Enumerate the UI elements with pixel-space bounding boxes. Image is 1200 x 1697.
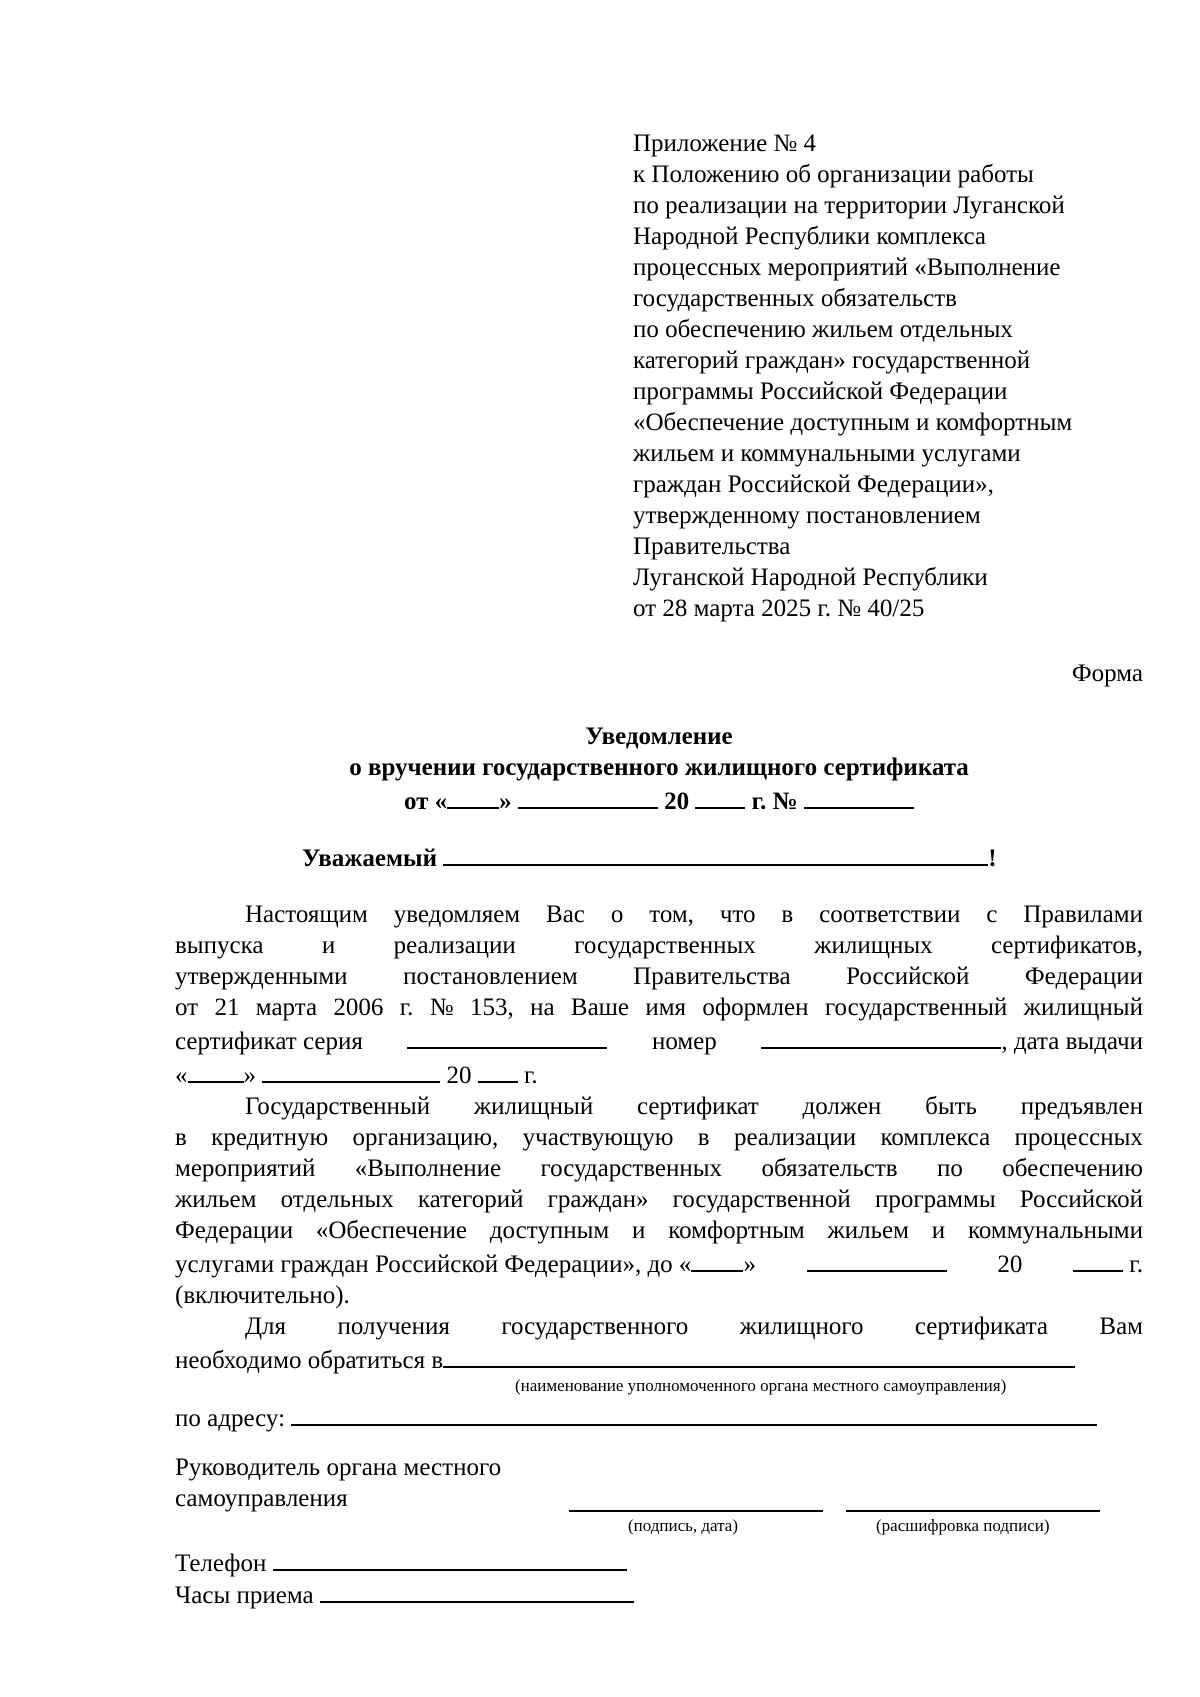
- issue-day-field[interactable]: [188, 1057, 244, 1083]
- p2-line-4: [175, 1184, 1143, 1215]
- annex-line: Луганской Народной Республики: [633, 564, 988, 591]
- word: государственного: [501, 1313, 689, 1340]
- p2-line-1: [175, 1091, 1143, 1122]
- word: г.: [399, 994, 414, 1021]
- word: предъявлен: [1020, 1093, 1143, 1120]
- hours-line: [175, 1577, 634, 1611]
- word: категорий: [417, 1186, 524, 1213]
- word: Федерации: [1024, 963, 1143, 990]
- issue-date-label: , дата выдачи: [1001, 1028, 1143, 1055]
- p3-line-1: [175, 1311, 1143, 1342]
- title-line-2: о вручении государственного жилищного сертификата: [349, 754, 969, 781]
- title-line-1: Уведомление: [585, 723, 733, 750]
- word: сертификата: [914, 1313, 1048, 1340]
- word: отдельных: [280, 1186, 394, 1213]
- word: программы: [874, 1186, 996, 1213]
- form-label: Форма: [1071, 660, 1143, 687]
- month-field[interactable]: [518, 783, 658, 809]
- certificate-series-field[interactable]: [407, 1023, 607, 1049]
- deadline-label: услугами граждан Российской Федерации», до «: [175, 1251, 692, 1278]
- word: от: [175, 994, 199, 1021]
- annex-line: категорий граждан» государственной: [633, 347, 1031, 374]
- word: на: [530, 994, 555, 1021]
- word: граждан»: [547, 1186, 649, 1213]
- word: жилищный: [473, 1093, 594, 1120]
- p2-line-6: [175, 1246, 1143, 1280]
- annex-line: программы Российской Федерации: [633, 378, 1008, 405]
- word: «Обеспечение: [315, 1217, 468, 1244]
- word: «Выполнение: [354, 1155, 502, 1182]
- word: №: [429, 994, 454, 1021]
- address-field[interactable]: [291, 1400, 1097, 1426]
- authority-name-field[interactable]: [443, 1342, 1075, 1368]
- word: Настоящим: [245, 901, 368, 928]
- signature-name-caption: (расшифровка подписи): [876, 1516, 1050, 1535]
- p1-line-6: [175, 1057, 1143, 1091]
- word: получения: [337, 1313, 450, 1340]
- signature-field[interactable]: [569, 1510, 823, 1512]
- word: Ваше: [570, 994, 630, 1021]
- issue-year-suffix: г.: [524, 1062, 538, 1089]
- p3-line-2: [175, 1342, 1143, 1376]
- word: выпуска: [175, 932, 264, 959]
- word: обеспечению: [1002, 1155, 1143, 1182]
- word: быть: [925, 1093, 977, 1120]
- word: и: [632, 1217, 646, 1244]
- word: кредитную: [211, 1124, 329, 1151]
- issue-year-field[interactable]: [478, 1057, 518, 1083]
- word: утвержденными: [175, 963, 348, 990]
- word: должен: [802, 1093, 882, 1120]
- word: том,: [649, 901, 694, 928]
- word: что: [719, 901, 756, 928]
- annex-line: Народной Республики комплекса: [633, 223, 987, 250]
- word: Вам: [1099, 1313, 1143, 1340]
- word: государственных: [574, 932, 756, 959]
- hours-label: Часы приема: [175, 1582, 314, 1609]
- word: обязательств: [761, 1155, 898, 1182]
- word: жилищных: [814, 932, 933, 959]
- annex-line: по обеспечению жильем отдельных: [633, 316, 1013, 343]
- word: 2006: [333, 994, 384, 1021]
- word: Правительства: [633, 963, 791, 990]
- deadline-year-prefix: 20: [997, 1251, 1023, 1278]
- word: Российской: [1019, 1186, 1143, 1213]
- issue-date-open: «: [175, 1062, 188, 1089]
- title-year-suffix: г. №: [751, 788, 798, 815]
- word: жилищный: [1023, 994, 1143, 1021]
- word: организацию,: [352, 1124, 499, 1151]
- signature-caption: (подпись, дата): [628, 1516, 739, 1535]
- word: сертификатов,: [991, 932, 1143, 959]
- recipient-name-field[interactable]: [443, 840, 988, 866]
- address-line: [175, 1400, 1143, 1434]
- word: по: [937, 1155, 963, 1182]
- p1-line-5: [175, 1023, 1143, 1057]
- annex-line: Правительства: [633, 533, 791, 560]
- annex-line: жильем и коммунальными услугами: [633, 440, 1021, 467]
- issue-date-close: »: [243, 1062, 256, 1089]
- annex-line: по реализации на территории Луганской: [633, 192, 1065, 219]
- phone-label: Телефон: [175, 1550, 267, 1577]
- word: государственных: [540, 1155, 723, 1182]
- issue-year-prefix: 20: [446, 1062, 472, 1089]
- deadline-year-field[interactable]: [1073, 1246, 1123, 1272]
- p1-line-2: [175, 930, 1143, 961]
- word: реализации: [393, 932, 516, 959]
- deadline-day-field[interactable]: [691, 1246, 743, 1272]
- deadline-year-suffix: г.: [1129, 1251, 1143, 1278]
- signature-name-field[interactable]: [846, 1510, 1100, 1512]
- word: комплекса: [880, 1124, 991, 1151]
- annex-header: [633, 128, 1153, 624]
- greeting: [302, 840, 997, 874]
- greeting-suffix: !: [988, 845, 997, 872]
- word: жильем: [827, 1217, 909, 1244]
- word: в: [697, 1124, 710, 1151]
- word: оформлен: [702, 994, 809, 1021]
- p2-line-5: [175, 1215, 1143, 1246]
- phone-line: [175, 1545, 627, 1579]
- word: о: [610, 901, 624, 928]
- word: комфортным: [668, 1217, 805, 1244]
- title-date-quote-close: »: [499, 788, 512, 815]
- head-title-line-2: самоуправления: [175, 1485, 348, 1512]
- p1-line-3: [175, 961, 1143, 992]
- annex-line: «Обеспечение доступным и комфортным: [633, 409, 1073, 436]
- number-field[interactable]: [804, 783, 914, 809]
- word: участвующую: [522, 1124, 674, 1151]
- word: постановлением: [403, 963, 578, 990]
- deadline-quote-close: »: [743, 1251, 756, 1278]
- day-field[interactable]: [447, 783, 499, 809]
- certificate-number-field[interactable]: [761, 1023, 1001, 1049]
- word: Российской: [846, 963, 970, 990]
- word: в: [781, 901, 794, 928]
- word: государственный: [824, 994, 1008, 1021]
- word: с: [986, 901, 998, 928]
- title-date-line: [175, 783, 1143, 817]
- word: процессных: [1014, 1124, 1143, 1151]
- word: Вас: [546, 901, 585, 928]
- p1-line-4: [175, 992, 1143, 1023]
- word: 21: [214, 994, 240, 1021]
- word: коммунальными: [967, 1217, 1143, 1244]
- annex-line: к Положению об организации работы: [633, 161, 1034, 188]
- title-date-prefix: от «: [403, 788, 448, 815]
- notice-body: [175, 899, 1143, 1434]
- word: марта: [255, 994, 318, 1021]
- word: имя: [645, 994, 687, 1021]
- annex-line: Приложение № 4: [633, 130, 817, 157]
- greeting-prefix: Уважаемый: [302, 845, 437, 872]
- hours-field[interactable]: [320, 1577, 634, 1603]
- p2-line-2: [175, 1122, 1143, 1153]
- word: жилищного: [739, 1313, 864, 1340]
- word: и: [931, 1217, 946, 1244]
- word: уведомляем: [393, 901, 521, 928]
- word: сертификат: [637, 1093, 759, 1120]
- authority-caption: (наименование уполномоченного органа местного самоуправления): [515, 1376, 1007, 1395]
- document-title: [175, 721, 1143, 817]
- annex-line: граждан Российской Федерации»,: [633, 471, 994, 498]
- annex-line: от 28 марта 2025 г. № 40/25: [633, 595, 925, 622]
- word: Для: [245, 1313, 287, 1340]
- phone-field[interactable]: [273, 1545, 627, 1571]
- word: соответствии: [819, 901, 961, 928]
- authority-label: необходимо обратиться в: [175, 1347, 444, 1374]
- issue-month-field[interactable]: [262, 1057, 440, 1083]
- annex-line: утвержденному постановлением: [633, 502, 981, 529]
- certificate-series-label: сертификат серия: [175, 1028, 363, 1055]
- word: государственной: [672, 1186, 851, 1213]
- word: Правилами: [1023, 901, 1143, 928]
- annex-line: государственных обязательств: [633, 285, 957, 312]
- address-label: по адресу:: [175, 1405, 286, 1432]
- certificate-number-label: номер: [651, 1028, 717, 1055]
- year-field[interactable]: [695, 783, 745, 809]
- head-title-line-1: Руководитель органа местного: [175, 1454, 502, 1481]
- word: 153,: [469, 994, 514, 1021]
- deadline-month-field[interactable]: [807, 1246, 947, 1272]
- p2-line-7: (включительно).: [175, 1282, 350, 1309]
- p2-line-3: [175, 1153, 1143, 1184]
- word: жильем: [175, 1186, 257, 1213]
- word: реализации: [733, 1124, 857, 1151]
- word: Федерации: [175, 1217, 294, 1244]
- annex-line: процессных мероприятий «Выполнение: [633, 254, 1061, 281]
- word: Государственный: [245, 1093, 431, 1120]
- word: и: [321, 932, 336, 959]
- title-year-prefix: 20: [664, 788, 690, 815]
- word: в: [175, 1124, 187, 1151]
- p1-line-1: [175, 899, 1143, 930]
- word: доступным: [489, 1217, 610, 1244]
- word: мероприятий: [175, 1155, 316, 1182]
